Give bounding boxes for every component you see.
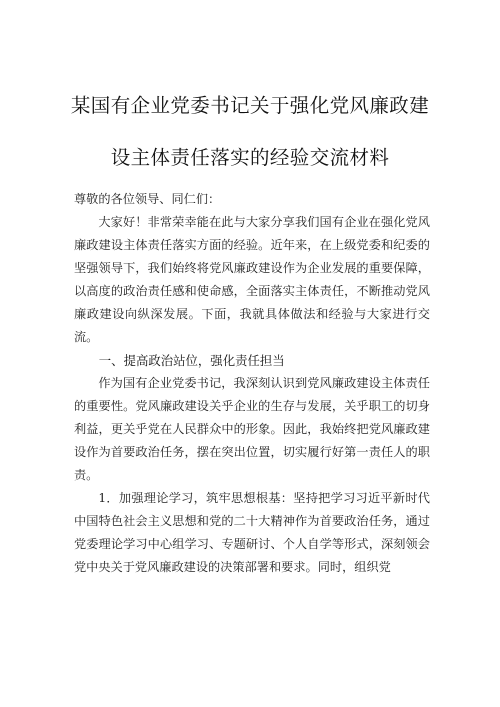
list-item-1: 1．加强理论学习，筑牢思想根基：坚持把学习习近平新时代中国特色社会主义思想和党的二十大精神作为首要政治任务，通过党委理论学习中心组学习、专题研讨、个人自学等形式，深刻领会党中央关于党风廉政建设的决策部署和要求。同时，组织党: [74, 491, 430, 574]
section-1-paragraph: 作为国有企业党委书记，我深刻认识到党风廉政建设主体责任的重要性。党风廉政建设关乎企业的生存与发展，关乎职工的切身利益，更关乎党在人民群众中的形象。因此，我始终把党风廉政建设作为首要政治任务，摆在突出位置，切实履行好第一责任人的职责。: [74, 376, 430, 482]
intro-paragraph: 大家好！非常荣幸能在此与大家分享我们国有企业在强化党风廉政建设主体责任落实方面的经验。近年来，在上级党委和纪委的坚强领导下，我们始终将党风廉政建设作为企业发展的重要保障，以高度的政治责任感和使命感，全面落实主体责任，不断推动党风廉政建设向纵深发展。下面，我就具体做法和经验与大家进行交流。: [74, 215, 430, 344]
section-1-heading: 一、提高政治站位，强化责任担当: [98, 353, 285, 368]
salutation: 尊敬的各位领导、同仁们：: [74, 192, 221, 206]
document-title-line-1: 某国有企业党委书记关于强化党风廉政建: [70, 94, 430, 117]
document-body: [74, 188, 430, 579]
document-title-line-2: 设主体责任落实的经验交流材料: [110, 146, 390, 169]
